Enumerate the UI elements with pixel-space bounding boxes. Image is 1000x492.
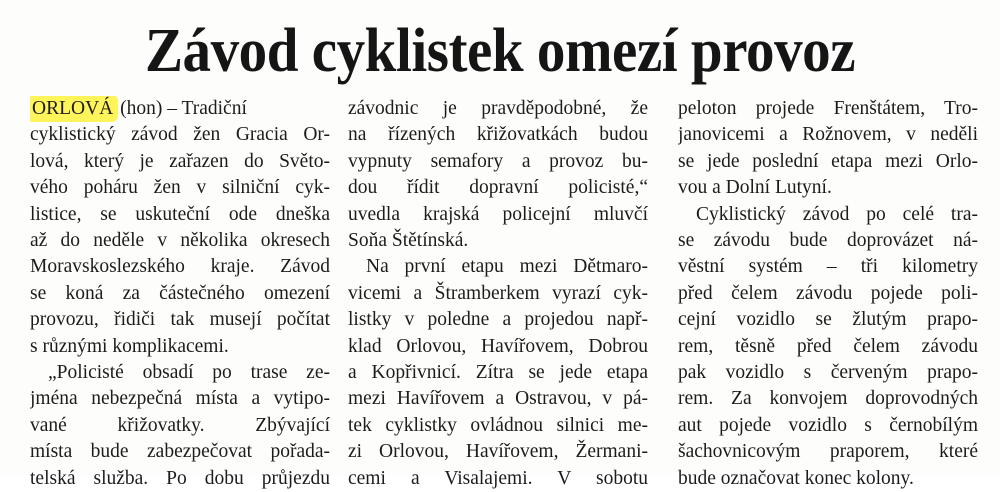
text-line: peloton projede Frenštátem, Tro- — [678, 98, 978, 119]
text-line: rem. Za konvojem doprovodných — [678, 388, 978, 410]
text-line: vou a Dolní Lutyní. — [678, 177, 832, 199]
text-line: listky v poledne a projedou např- — [348, 309, 648, 331]
text-line: Na první etapu mezi Dětmaro- — [366, 256, 648, 278]
text-line: zi Orlovou, Havířovem, Žermani- — [348, 441, 648, 463]
text-line: se koná za částečného omezení — [30, 282, 330, 304]
text-line: cejní vozidlo se žlutým prapo- — [678, 309, 978, 331]
text-line: před čelem závodu pojede poli- — [678, 282, 978, 304]
text-line: pak vozidlo s červeným prapo- — [678, 362, 978, 384]
text-line: až do neděle v několika okresech — [30, 230, 330, 252]
article-body — [30, 96, 990, 489]
article-column-2 — [348, 96, 648, 489]
text-line: listice, se uskuteční ode dneška — [30, 203, 330, 225]
text-line: janovicemi a Rožnovem, v neděli — [678, 124, 978, 146]
text-line-content: (hon) – Tradiční — [115, 98, 247, 119]
text-line: cemi a Visalajemi. V sobotu — [348, 467, 648, 489]
text-line: provozu, řidiči tak musejí počítat — [30, 309, 330, 331]
text-line: šachovnicovým praporem, které — [678, 441, 978, 463]
text-line: lová, který je zařazen do Světo- — [30, 150, 330, 172]
text-line: bude označovat konec kolony. — [678, 467, 914, 489]
text-line: Moravskoslezského kraje. Závod — [30, 256, 330, 278]
text-line: jména nebezpečná místa a vytipo- — [30, 388, 330, 410]
text-line: místa bude zabezpečovat pořada- — [30, 441, 330, 463]
text-line: závodnic je pravděpodobné, že — [348, 98, 648, 119]
text-line: rem, těsně před čelem závodu — [678, 335, 978, 357]
text-line: se jede poslední etapa mezi Orlo- — [678, 150, 978, 172]
text-line: na řízených křižovatkách budou — [348, 124, 648, 146]
article-column-3 — [678, 96, 978, 489]
text-line: se závodu bude doprovázet ná- — [678, 230, 978, 252]
text-line: mezi Havířovem a Ostravou, v pá- — [348, 388, 648, 410]
text-line: vého poháru žen v silniční cyk- — [30, 177, 330, 199]
text-line: uvedla krajská policejní mluvčí — [348, 203, 648, 225]
text-line: Soňa Štětínská. — [348, 230, 469, 252]
text-line: klad Orlovou, Havířovem, Dobrou — [348, 335, 648, 357]
text-line: aut pojede vozidlo s černobílým — [678, 414, 978, 436]
text-line: Cyklistický závod po celé tra- — [696, 203, 978, 225]
text-line: vypnuty semafory a provoz bu- — [348, 150, 648, 172]
text-line — [30, 96, 330, 122]
text-line: vané křižovatky. Zbývající — [30, 414, 330, 436]
text-line: vicemi a Štramberkem vyrazí cyk- — [348, 282, 648, 304]
text-line: tek cyklistky ovládnou silnici me- — [348, 414, 648, 436]
text-line: cyklistický závod žen Gracia Or- — [30, 124, 330, 146]
text-line: „Policisté obsadí po trase ze- — [48, 362, 330, 384]
text-line: a Kopřivnicí. Zítra se jede etapa — [348, 362, 648, 384]
text-line: telská služba. Po dobu průjezdu — [30, 467, 330, 489]
article-column-1 — [30, 96, 330, 489]
text-line: věstní systém – tři kilometry — [678, 256, 978, 278]
text-line: s různými komplikacemi. — [30, 335, 229, 357]
article-headline: Závod cyklistek omezí provoz — [144, 17, 856, 85]
dateline-highlight: ORLOVÁ — [32, 98, 114, 119]
text-line: dou řídit dopravní policisté,“ — [348, 177, 648, 199]
